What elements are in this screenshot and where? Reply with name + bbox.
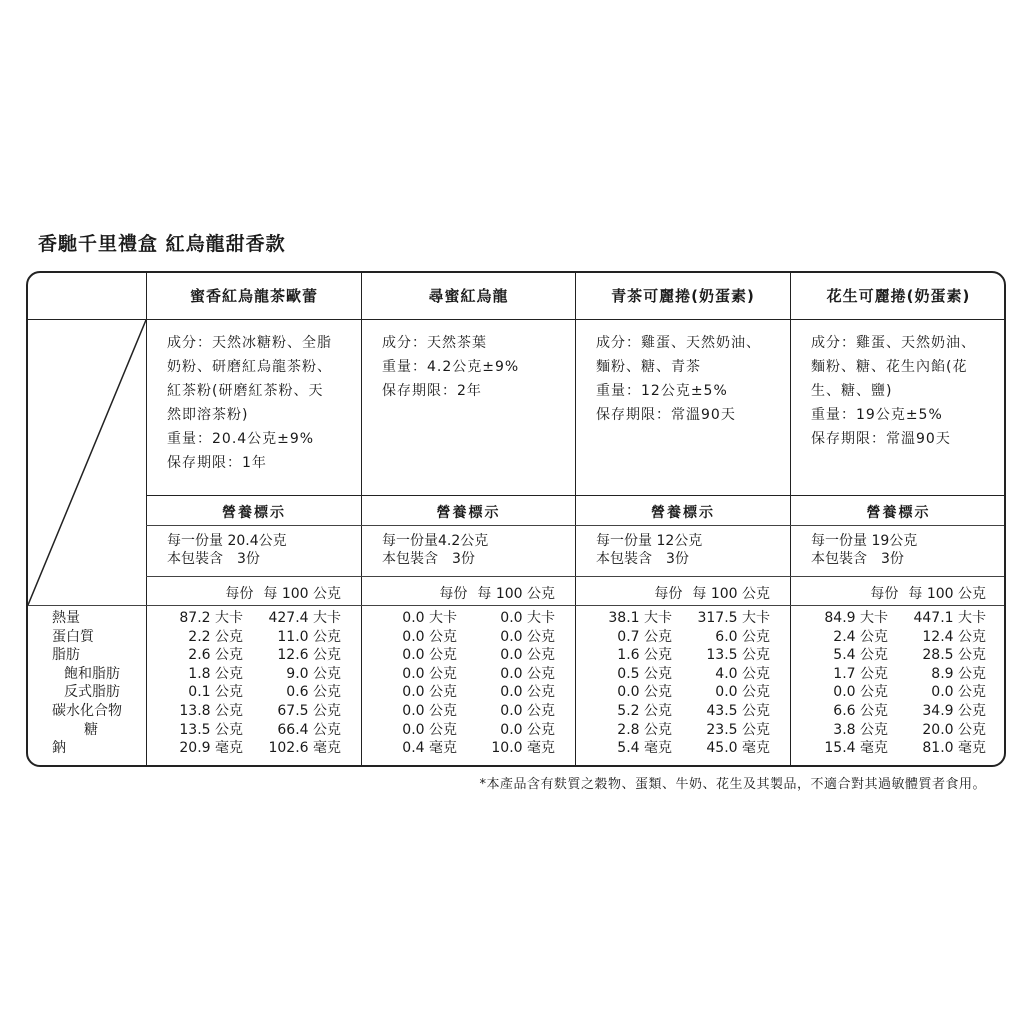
- per-serving-value: 0.0 公克: [402, 684, 457, 701]
- nutrition-row: [362, 683, 575, 702]
- column-headers: [147, 583, 341, 603]
- per-100g-value: 102.6 毫克: [268, 740, 341, 757]
- per-100g-value: 0.0 公克: [500, 702, 555, 719]
- nutrition-row: [362, 739, 575, 758]
- nutrient-labels: [52, 609, 122, 758]
- nutrition-row: [791, 683, 1006, 702]
- nutrition-row: [576, 646, 790, 665]
- per-100g-value: 0.0 公克: [500, 647, 555, 664]
- nutrient-label: 鈉: [52, 740, 66, 757]
- per-serving-value: 0.7 公克: [617, 628, 672, 645]
- serving-size: 每一份量 19公克: [811, 533, 918, 549]
- per-100g-value: 8.9 公克: [931, 665, 986, 682]
- per-serving-value: 0.0 大卡: [402, 610, 457, 626]
- description-line: 保存期限：2年: [382, 383, 482, 399]
- per-serving-value: 2.8 公克: [617, 721, 672, 738]
- serving-size: 每一份量 20.4公克: [167, 533, 287, 549]
- per-serving-value: 38.1 大卡: [608, 610, 672, 626]
- per-serving-value: 13.8 公克: [179, 702, 243, 719]
- per-serving-value: 0.0 公克: [402, 647, 457, 664]
- description-line: 成分：雞蛋、天然奶油、: [811, 335, 976, 351]
- nutrient-label: 反式脂肪: [64, 684, 120, 701]
- nutrient-label: 熱量: [52, 610, 80, 626]
- per-100g-value: 447.1 大卡: [913, 610, 986, 626]
- per-serving-header: 每份: [225, 586, 254, 602]
- description-line: 紅茶粉(研磨紅茶粉、天: [167, 383, 324, 399]
- description-line: 奶粉、研磨紅烏龍茶粉、: [167, 359, 332, 375]
- nutrition-row: [147, 739, 361, 758]
- section-divider: [146, 576, 1004, 577]
- product-name: 青茶可麗捲(奶蛋素): [611, 287, 755, 305]
- description-line: 生、糖、鹽): [811, 383, 893, 399]
- nutrition-row: [147, 628, 361, 647]
- nutrition-row: [576, 739, 790, 758]
- per-serving-header: 每份: [654, 586, 683, 602]
- per-serving-value: 3.8 公克: [833, 721, 888, 738]
- per-100g-value: 43.5 公克: [706, 702, 770, 719]
- nutrition-row: [576, 721, 790, 740]
- diagonal-line: [28, 273, 147, 607]
- per-100g-value: 0.0 公克: [715, 684, 770, 701]
- servings-per-package: 本包裝含 3份: [596, 551, 689, 567]
- nutrition-values: [791, 609, 1006, 758]
- per-serving-value: 5.2 公克: [617, 702, 672, 719]
- per-100g-value: 0.0 公克: [500, 721, 555, 738]
- nutrition-row: [576, 665, 790, 684]
- per-serving-value: 1.6 公克: [617, 647, 672, 664]
- per-serving-value: 0.0 公克: [402, 665, 457, 682]
- per-100g-value: 0.0 公克: [500, 628, 555, 645]
- per-serving-value: 20.9 毫克: [179, 740, 243, 757]
- nutrition-title: 營養標示: [436, 505, 501, 521]
- per-100g-header: 每 100 公克: [263, 586, 341, 602]
- product-description: [382, 331, 571, 403]
- per-100g-value: 34.9 公克: [922, 702, 986, 719]
- nutrient-label: 碳水化合物: [52, 702, 122, 719]
- nutrition-row: [147, 702, 361, 721]
- nutrition-title: 營養標示: [866, 505, 931, 521]
- per-serving-value: 6.6 公克: [833, 702, 888, 719]
- page-title: 香馳千里禮盒 紅烏龍甜香款: [38, 233, 286, 255]
- per-100g-value: 0.0 公克: [500, 684, 555, 701]
- product-description: [596, 331, 786, 427]
- servings-per-package: 本包裝含 3份: [811, 551, 904, 567]
- serving-info: [596, 532, 702, 568]
- product-description: [167, 331, 357, 475]
- nutrition-row: [147, 683, 361, 702]
- serving-size: 每一份量4.2公克: [382, 533, 489, 549]
- per-serving-value: 0.0 公克: [402, 702, 457, 719]
- serving-info: [811, 532, 917, 568]
- per-serving-value: 1.8 公克: [188, 665, 243, 682]
- per-serving-value: 2.6 公克: [188, 647, 243, 664]
- nutrition-row: [791, 628, 1006, 647]
- nutrient-label: 蛋白質: [52, 628, 94, 645]
- nutrition-row: [791, 609, 1006, 628]
- allergen-footnote: *本產品含有麩質之穀物、蛋類、牛奶、花生及其製品，不適合對其過敏體質者食用。: [479, 777, 986, 792]
- nutrition-row: [362, 646, 575, 665]
- nutrition-row: [576, 628, 790, 647]
- per-100g-header: 每 100 公克: [477, 586, 555, 602]
- description-line: 成分：天然茶葉: [382, 335, 487, 351]
- per-serving-value: 84.9 大卡: [824, 610, 888, 626]
- per-100g-value: 6.0 公克: [715, 628, 770, 645]
- per-100g-value: 317.5 大卡: [697, 610, 770, 626]
- servings-per-package: 本包裝含 3份: [167, 551, 260, 567]
- per-serving-value: 15.4 毫克: [824, 740, 888, 757]
- per-100g-header: 每 100 公克: [692, 586, 770, 602]
- per-serving-value: 0.4 毫克: [402, 740, 457, 757]
- per-serving-value: 0.0 公克: [402, 628, 457, 645]
- per-serving-value: 0.0 公克: [617, 684, 672, 701]
- per-serving-value: 87.2 大卡: [179, 610, 243, 626]
- nutrient-label: 糖: [84, 721, 98, 738]
- nutrition-row: [576, 683, 790, 702]
- nutrition-row: [362, 609, 575, 628]
- description-line: 麵粉、糖、花生內餡(花: [811, 359, 968, 375]
- description-line: 成分：雞蛋、天然奶油、: [596, 335, 761, 351]
- serving-size: 每一份量 12公克: [596, 533, 703, 549]
- servings-per-package: 本包裝含 3份: [382, 551, 475, 567]
- nutrition-row: [791, 646, 1006, 665]
- nutrition-row: [147, 609, 361, 628]
- nutrition-row: [791, 665, 1006, 684]
- per-100g-value: 13.5 公克: [706, 647, 770, 664]
- serving-info: [167, 532, 287, 568]
- per-100g-value: 66.4 公克: [277, 721, 341, 738]
- nutrition-values: [576, 609, 790, 758]
- description-line: 重量：4.2公克±9%: [382, 359, 520, 375]
- nutrition-title: 營養標示: [222, 505, 286, 521]
- nutrition-row: [362, 628, 575, 647]
- per-100g-value: 0.6 公克: [286, 684, 341, 701]
- description-line: 保存期限：1年: [167, 455, 267, 471]
- per-100g-header: 每 100 公克: [908, 586, 986, 602]
- section-divider: [146, 525, 1004, 526]
- nutrition-row: [576, 609, 790, 628]
- nutrition-row: [147, 665, 361, 684]
- per-100g-value: 67.5 公克: [277, 702, 341, 719]
- description-line: 重量：20.4公克±9%: [167, 431, 315, 447]
- product-name: 花生可麗捲(奶蛋素): [826, 287, 971, 305]
- per-serving-value: 1.7 公克: [833, 665, 888, 682]
- description-line: 麵粉、糖、青茶: [596, 359, 701, 375]
- per-serving-value: 0.1 公克: [188, 684, 243, 701]
- section-divider: [28, 605, 1004, 606]
- nutrition-row: [147, 646, 361, 665]
- per-100g-value: 28.5 公克: [922, 647, 986, 664]
- per-100g-value: 0.0 公克: [931, 684, 986, 701]
- per-serving-header: 每份: [870, 586, 899, 602]
- per-serving-value: 5.4 公克: [833, 647, 888, 664]
- description-line: 成分：天然冰糖粉、全脂: [167, 335, 332, 351]
- per-serving-value: 2.2 公克: [188, 628, 243, 645]
- per-100g-value: 45.0 毫克: [706, 740, 770, 757]
- nutrition-row: [791, 739, 1006, 758]
- per-100g-value: 0.0 公克: [500, 665, 555, 682]
- per-serving-value: 0.0 公克: [402, 721, 457, 738]
- nutrient-label: 脂肪: [52, 647, 80, 664]
- nutrition-title: 營養標示: [651, 505, 715, 521]
- nutrient-label: 飽和脂肪: [64, 665, 120, 682]
- description-line: 重量：19公克±5%: [811, 407, 943, 423]
- product-description: [811, 331, 1002, 451]
- header-divider: [28, 319, 1004, 320]
- per-100g-value: 20.0 公克: [922, 721, 986, 738]
- section-divider: [146, 495, 1004, 496]
- per-100g-value: 12.4 公克: [922, 628, 986, 645]
- nutrition-row: [791, 702, 1006, 721]
- nutrition-row: [362, 721, 575, 740]
- nutrition-row: [576, 702, 790, 721]
- per-serving-value: 0.0 公克: [833, 684, 888, 701]
- per-100g-value: 12.6 公克: [277, 647, 341, 664]
- per-serving-header: 每份: [439, 586, 468, 602]
- per-serving-value: 2.4 公克: [833, 628, 888, 645]
- description-line: 重量：12公克±5%: [596, 383, 728, 399]
- nutrition-values: [147, 609, 361, 758]
- product-table: [26, 271, 1006, 767]
- per-100g-value: 427.4 大卡: [268, 610, 341, 626]
- column-headers: [362, 583, 555, 603]
- per-100g-value: 9.0 公克: [286, 665, 341, 682]
- per-100g-value: 81.0 毫克: [922, 740, 986, 757]
- description-line: 然即溶茶粉): [167, 407, 249, 423]
- serving-info: [382, 532, 488, 568]
- per-100g-value: 10.0 毫克: [491, 740, 555, 757]
- nutrition-values: [362, 609, 575, 758]
- column-headers: [576, 583, 770, 603]
- description-line: 保存期限：常溫90天: [811, 431, 951, 447]
- description-line: 保存期限：常溫90天: [596, 407, 736, 423]
- nutrition-row: [362, 665, 575, 684]
- per-serving-value: 5.4 毫克: [617, 740, 672, 757]
- nutrition-row: [791, 721, 1006, 740]
- per-100g-value: 11.0 公克: [277, 628, 341, 645]
- per-serving-value: 0.5 公克: [617, 665, 672, 682]
- per-100g-value: 0.0 大卡: [500, 610, 555, 626]
- per-100g-value: 23.5 公克: [706, 721, 770, 738]
- nutrition-row: [147, 721, 361, 740]
- per-100g-value: 4.0 公克: [715, 665, 770, 682]
- product-name: 尋蜜紅烏龍: [428, 287, 509, 305]
- column-headers: [791, 583, 986, 603]
- product-name: 蜜香紅烏龍茶歐蕾: [189, 287, 318, 305]
- nutrition-row: [362, 702, 575, 721]
- per-serving-value: 13.5 公克: [179, 721, 243, 738]
